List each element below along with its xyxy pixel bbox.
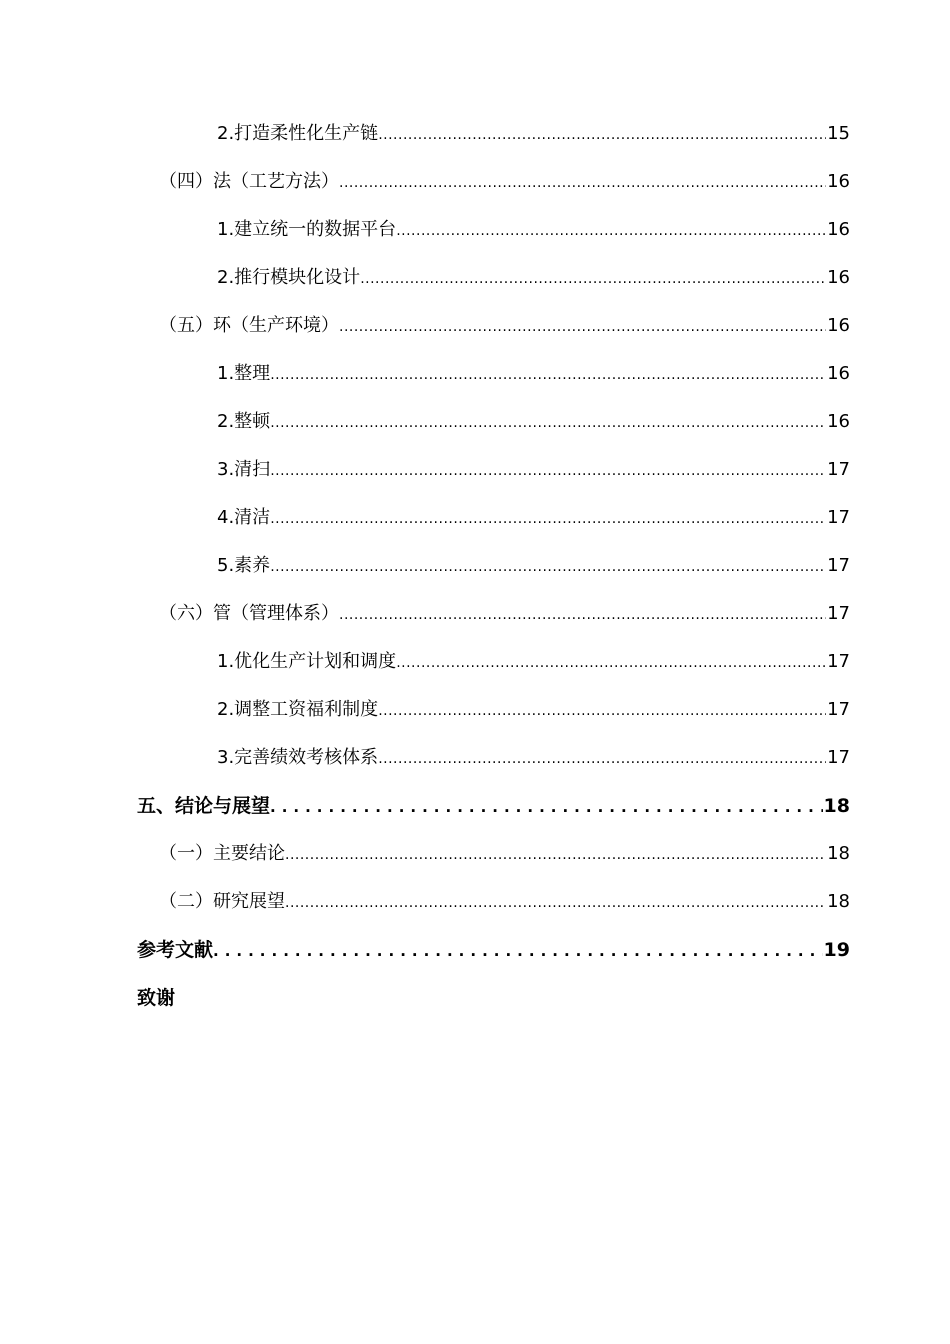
toc-entry-title: 3.完善绩效考核体系 (217, 747, 379, 768)
toc-entry-title: 4.清洁 (217, 507, 271, 528)
toc-leader-dots (285, 879, 826, 927)
toc-page-number: 16 (827, 363, 850, 384)
toc-page-number: 16 (827, 267, 850, 288)
toc-leader-dots (270, 351, 826, 399)
toc-page-number: 17 (827, 651, 850, 672)
toc-entry[interactable] (137, 494, 850, 542)
toc-entry-title: 1.建立统一的数据平台 (217, 219, 397, 240)
toc-page-number: 17 (827, 459, 850, 480)
toc-entry[interactable] (137, 734, 850, 782)
toc-entry[interactable] (137, 254, 850, 302)
toc-entry[interactable] (137, 878, 850, 926)
toc-leader-dots (396, 207, 826, 255)
toc-entry-title: （二）研究展望 (159, 891, 285, 912)
toc-entry-title: （一）主要结论 (159, 843, 285, 864)
toc-page-number: 16 (827, 171, 850, 192)
toc-page-number: 15 (827, 123, 850, 144)
toc-page-number: 17 (827, 699, 850, 720)
toc-entry-title: （四）法（工艺方法） (159, 171, 339, 192)
toc-entry-title: 3.清扫 (217, 459, 271, 480)
toc-leader-dots (339, 591, 826, 639)
toc-page-number: 18 (823, 795, 850, 817)
toc-entry[interactable] (137, 830, 850, 878)
toc-leader-dots (339, 159, 826, 207)
toc-leader-dots (270, 447, 826, 495)
toc-entry[interactable] (137, 350, 850, 398)
toc-entry[interactable] (137, 110, 850, 158)
toc-entry[interactable] (137, 302, 850, 350)
toc-page-number: 18 (827, 891, 850, 912)
toc-page-number: 19 (823, 939, 850, 961)
toc-leader-dots (396, 639, 826, 687)
table-of-contents (137, 110, 850, 1022)
toc-entry[interactable] (137, 206, 850, 254)
toc-page-number: 18 (827, 843, 850, 864)
toc-entry-title: 参考文献 (137, 939, 214, 961)
toc-leader-dots (378, 735, 826, 783)
toc-entry-title: 1.整理 (217, 363, 271, 384)
toc-leader-dots (270, 783, 823, 831)
toc-page-number: 16 (827, 219, 850, 240)
toc-entry-title: 2.调整工资福利制度 (217, 699, 379, 720)
toc-page-number: 17 (827, 555, 850, 576)
toc-entry-title: 2.推行模块化设计 (217, 267, 361, 288)
toc-entry[interactable] (137, 542, 850, 590)
toc-entry[interactable] (137, 926, 850, 974)
toc-entry-title: 2.打造柔性化生产链 (217, 123, 379, 144)
toc-leader-dots (339, 303, 826, 351)
toc-leader-dots (378, 687, 826, 735)
toc-leader-dots (360, 255, 826, 303)
toc-leader-dots (285, 831, 826, 879)
toc-entry-title: （六）管（管理体系） (159, 603, 339, 624)
toc-entry[interactable] (137, 590, 850, 638)
toc-entry-title: 5.素养 (217, 555, 271, 576)
toc-entry[interactable] (137, 974, 850, 1022)
toc-page-number: 16 (827, 411, 850, 432)
toc-entry-title: 2.整顿 (217, 411, 271, 432)
toc-page-number: 17 (827, 747, 850, 768)
toc-entry-title: 1.优化生产计划和调度 (217, 651, 397, 672)
toc-entry[interactable] (137, 398, 850, 446)
toc-entry-title: 五、结论与展望 (137, 795, 271, 817)
toc-leader-dots (270, 543, 826, 591)
toc-entry[interactable] (137, 782, 850, 830)
toc-entry-title: （五）环（生产环境） (159, 315, 339, 336)
toc-leader-dots (378, 111, 826, 159)
toc-leader-dots (270, 495, 826, 543)
toc-entry[interactable] (137, 446, 850, 494)
toc-entry[interactable] (137, 158, 850, 206)
toc-entry[interactable] (137, 686, 850, 734)
toc-entry[interactable] (137, 638, 850, 686)
toc-page-number: 17 (827, 507, 850, 528)
toc-entry-title: 致谢 (137, 987, 176, 1009)
toc-page-number: 16 (827, 315, 850, 336)
toc-leader-dots (270, 399, 826, 447)
toc-leader-dots (213, 927, 823, 975)
toc-page-number: 17 (827, 603, 850, 624)
